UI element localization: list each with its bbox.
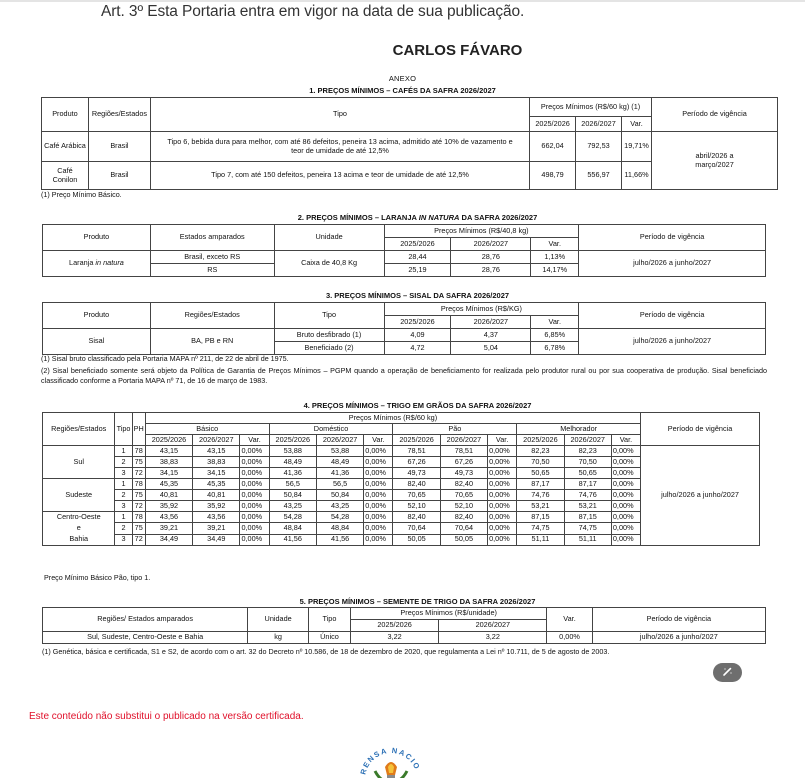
cell-var: 0,00% [364, 501, 393, 512]
col-header-estados: Estados amparados [150, 225, 274, 251]
cell-var: 0,00% [488, 534, 517, 545]
cell-var: 0,00% [611, 501, 640, 512]
cell-tipo: 3 [115, 534, 132, 545]
cell-var: 0,00% [611, 457, 640, 468]
group-header-melhorador: Melhorador [517, 424, 641, 435]
table2-title: 2. PREÇOS MÍNIMOS – LARANJA IN NATURA DA SAFRA 2026/2027 [297, 213, 538, 222]
cell-regiao: Sudeste [43, 479, 115, 512]
annex-label: ANEXO [388, 74, 417, 83]
cell-produto: Laranja in natura [43, 251, 151, 277]
table-row [42, 132, 778, 162]
table5-note: (1) Genética, básica e certificada, S1 e S2, de acordo com o art. 32 do Decreto nº 10.586, de 18 de dezembro de 2020, que regulamenta a Lei nº 10.711, de 5 de agosto de 2003. [42, 647, 610, 656]
cell-var: 0,00% [547, 632, 592, 644]
cell-y2: 43,15 [193, 446, 240, 457]
cell-ph: 78 [132, 512, 145, 523]
cell-y1: 39,21 [145, 523, 192, 534]
col-header-produto: Produto [42, 98, 89, 132]
cell-y1: 34,49 [145, 534, 192, 545]
magic-wand-button[interactable] [713, 663, 742, 682]
cell-y2: 34,49 [193, 534, 240, 545]
table-row [43, 446, 760, 457]
col-header-y2: 2026/2027 [576, 117, 622, 132]
cell-y2: 48,49 [316, 457, 363, 468]
cell-y2: 87,17 [564, 479, 611, 490]
col-header-y1: 2025/2026 [269, 435, 316, 446]
cell-y1: 52,10 [393, 501, 440, 512]
cell-var: 0,00% [611, 479, 640, 490]
cell-var: 19,71% [622, 132, 652, 162]
cell-y1: 48,49 [269, 457, 316, 468]
cell-y2: 53,88 [316, 446, 363, 457]
cell-ph: 72 [132, 534, 145, 545]
cell-var: 0,00% [488, 490, 517, 501]
cell-y1: 45,35 [145, 479, 192, 490]
cell-tipo: 1 [115, 446, 132, 457]
cell-regiao: Sul, Sudeste, Centro-Oeste e Bahia [43, 632, 248, 644]
col-header-tipo: Tipo [309, 608, 351, 632]
table-row [43, 329, 766, 342]
cell-var: 0,00% [611, 468, 640, 479]
cell-var: 0,00% [240, 523, 269, 534]
cell-y1: 74,75 [517, 523, 564, 534]
cell-var: 0,00% [611, 446, 640, 457]
cell-var: 6,78% [531, 342, 579, 355]
cell-var: 0,00% [364, 457, 393, 468]
cell-var: 0,00% [488, 457, 517, 468]
cell-y1: 67,26 [393, 457, 440, 468]
cell-y2: 4,37 [451, 329, 531, 342]
cell-y2: 556,97 [576, 162, 622, 190]
cell-regiao: Brasil [88, 132, 150, 162]
cell-y1: 4,09 [384, 329, 451, 342]
cell-y1: 4,72 [384, 342, 451, 355]
cell-y2: 41,36 [316, 468, 363, 479]
col-header-produto: Produto [43, 303, 151, 329]
cell-y2: 52,10 [440, 501, 487, 512]
col-header-periodo: Período de vigência [579, 225, 766, 251]
cell-y2: 5,04 [451, 342, 531, 355]
imprensa-nacional-logo [355, 745, 427, 778]
cell-var: 0,00% [240, 512, 269, 523]
table1-title: 1. PREÇOS MÍNIMOS – CAFÉS DA SAFRA 2026/2027 [309, 86, 496, 95]
cell-y2: 82,40 [440, 512, 487, 523]
svg-text:RENSA NACIO: RENSA NACIO [358, 745, 423, 776]
cell-var: 0,00% [488, 523, 517, 534]
cell-y1: 50,05 [393, 534, 440, 545]
cell-estado: RS [150, 264, 274, 277]
cell-y1: 70,50 [517, 457, 564, 468]
cell-y2: 45,35 [193, 479, 240, 490]
cell-tipo: Beneficiado (2) [274, 342, 384, 355]
region-name-line: Bahia [69, 533, 89, 543]
cell-var: 0,00% [488, 512, 517, 523]
cell-unidade: Caixa de 40,8 Kg [274, 251, 384, 277]
cell-var: 6,85% [531, 329, 579, 342]
cell-y2: 51,11 [564, 534, 611, 545]
cell-y2: 28,76 [451, 251, 531, 264]
cell-y2: 54,28 [316, 512, 363, 523]
col-header-y2: 2026/2027 [564, 435, 611, 446]
cell-tipo: 2 [115, 523, 132, 534]
signer-name: CARLOS FÁVARO [392, 42, 523, 59]
cell-periodo: julho/2026 a junho/2027 [641, 446, 760, 546]
cell-y1: 53,88 [269, 446, 316, 457]
cell-produto: Sisal [43, 329, 151, 355]
cell-var: 0,00% [611, 523, 640, 534]
cell-ph: 75 [132, 523, 145, 534]
table4-note: Preço Mínimo Básico Pão, tipo 1. [44, 573, 151, 582]
cell-var: 0,00% [364, 446, 393, 457]
cell-ph: 78 [132, 446, 145, 457]
col-header-y1: 2025/2026 [530, 117, 576, 132]
cell-regiao [43, 512, 115, 546]
cell-y1: 41,36 [269, 468, 316, 479]
cell-tipo: 2 [115, 490, 132, 501]
table1-note: (1) Preço Mínimo Básico. [41, 190, 122, 199]
col-header-y2: 2026/2027 [316, 435, 363, 446]
cell-tipo: 2 [115, 457, 132, 468]
cell-var: 0,00% [240, 457, 269, 468]
cell-y1: 74,76 [517, 490, 564, 501]
cell-var: 0,00% [364, 479, 393, 490]
cell-y2: 82,40 [440, 479, 487, 490]
table4-title: 4. PREÇOS MÍNIMOS – TRIGO EM GRÃOS DA SAFRA 2026/2027 [303, 401, 532, 410]
col-header-produto: Produto [43, 225, 151, 251]
cell-tipo: Único [309, 632, 351, 644]
cell-y2: 28,76 [451, 264, 531, 277]
cell-var: 0,00% [488, 501, 517, 512]
cell-y1: 43,15 [145, 446, 192, 457]
cell-y2: 50,84 [316, 490, 363, 501]
cell-y2: 41,56 [316, 534, 363, 545]
cell-y1: 56,5 [269, 479, 316, 490]
cell-y1: 28,44 [384, 251, 451, 264]
cell-var: 0,00% [240, 479, 269, 490]
col-header-precos: Preços Mínimos (R$/40,8 kg) [384, 225, 579, 238]
cell-var: 0,00% [240, 490, 269, 501]
cell-var: 0,00% [364, 512, 393, 523]
cell-y2: 792,53 [576, 132, 622, 162]
col-header-y2: 2026/2027 [451, 238, 531, 251]
region-name-line: e [76, 522, 81, 532]
col-header-y2: 2026/2027 [451, 316, 531, 329]
table3-note-1: (1) Sisal bruto classificado pela Portaria MAPA nº 211, de 22 de abril de 1975. [41, 354, 289, 363]
col-header-var: Var. [531, 316, 579, 329]
cell-tipo: Tipo 6, bebida dura para melhor, com até 86 defeitos, peneira 13 acima, admitido até 10% de vazamento e teor de umidade de até 12,5% [150, 132, 529, 162]
cell-periodo: julho/2026 a junho/2027 [579, 329, 766, 355]
col-header-precos: Preços Mínimos (R$/60 kg) (1) [530, 98, 652, 117]
col-header-precos: Preços Mínimos (R$/unidade) [350, 608, 546, 620]
cell-y2: 78,51 [440, 446, 487, 457]
cell-y1: 49,73 [393, 468, 440, 479]
cell-estado: Brasil, exceto RS [150, 251, 274, 264]
cell-y1: 25,19 [384, 264, 451, 277]
cell-regiao: Brasil [88, 162, 150, 190]
col-header-y2: 2026/2027 [440, 435, 487, 446]
col-header-periodo: Período de vigência [641, 413, 760, 446]
cell-y1: 34,15 [145, 468, 192, 479]
coffee-price-table [41, 97, 778, 190]
table3-note-2: (2) Sisal beneficiado somente será objeto da Política de Garantia de Preços Mínimos – PGPM quando a operação de beneficiamento for realizada pelo produtor rural ou por sua cooperativa de produção. Sisal beneficiado classificado conforme a Portaria MAPA nº 71, de 16 de março de 1983. [41, 366, 767, 386]
col-header-tipo: Tipo [150, 98, 529, 132]
cell-y2: 53,21 [564, 501, 611, 512]
cell-y1: 87,17 [517, 479, 564, 490]
col-header-var: Var. [488, 435, 517, 446]
cell-y1: 87,15 [517, 512, 564, 523]
cell-y2: 43,56 [193, 512, 240, 523]
cell-ph: 72 [132, 501, 145, 512]
cell-regiao: Sul [43, 446, 115, 479]
cell-var: 0,00% [240, 468, 269, 479]
cell-y2: 74,76 [564, 490, 611, 501]
cell-y2: 70,64 [440, 523, 487, 534]
magic-wand-icon [722, 666, 733, 680]
cell-y2: 40,81 [193, 490, 240, 501]
col-header-periodo: Período de vigência [579, 303, 766, 329]
cell-y1: 498,79 [530, 162, 576, 190]
cell-var: 0,00% [240, 534, 269, 545]
cell-y1: 43,25 [269, 501, 316, 512]
cell-tipo: 3 [115, 468, 132, 479]
group-header-pao: Pão [393, 424, 517, 435]
sisal-price-table [42, 302, 766, 355]
cell-periodo: julho/2026 a junho/2027 [592, 632, 765, 644]
cell-periodo: abril/2026 a março/2027 [652, 132, 778, 190]
col-header-regioes: Regiões/Estados [43, 413, 115, 446]
region-name-line: Centro-Oeste [56, 512, 101, 521]
col-header-var: Var. [622, 117, 652, 132]
cell-y2: 34,15 [193, 468, 240, 479]
col-header-var: Var. [364, 435, 393, 446]
cell-y2: 48,84 [316, 523, 363, 534]
cell-y1: 53,21 [517, 501, 564, 512]
cell-y2: 70,65 [440, 490, 487, 501]
cell-y1: 70,64 [393, 523, 440, 534]
col-header-y1: 2025/2026 [393, 435, 440, 446]
col-header-y1: 2025/2026 [145, 435, 192, 446]
cell-var: 0,00% [240, 446, 269, 457]
cell-y1: 38,83 [145, 457, 192, 468]
cell-y1: 70,65 [393, 490, 440, 501]
cell-var: 0,00% [488, 479, 517, 490]
cell-y2: 3,22 [439, 632, 547, 644]
cell-tipo: 3 [115, 501, 132, 512]
col-header-periodo: Período de vigência [592, 608, 765, 632]
cell-y2: 67,26 [440, 457, 487, 468]
cell-var: 1,13% [531, 251, 579, 264]
cell-tipo: 1 [115, 479, 132, 490]
cell-y2: 35,92 [193, 501, 240, 512]
wheat-price-table [42, 412, 760, 546]
cell-produto: Café Arábica [42, 132, 89, 162]
col-header-y1: 2025/2026 [384, 238, 451, 251]
col-header-var: Var. [547, 608, 592, 632]
col-header-tipo: Tipo [115, 413, 132, 446]
cell-tipo: Tipo 7, com até 150 defeitos, peneira 13 acima e teor de umidade de até 12,5% [150, 162, 529, 190]
cell-y1: 54,28 [269, 512, 316, 523]
cell-y2: 38,83 [193, 457, 240, 468]
cell-y1: 48,84 [269, 523, 316, 534]
table-row [43, 632, 766, 644]
col-header-periodo: Período de vigência [652, 98, 778, 132]
cell-y2: 50,05 [440, 534, 487, 545]
col-header-y1: 2025/2026 [517, 435, 564, 446]
cell-tipo: Bruto desfibrado (1) [274, 329, 384, 342]
cell-var: 0,00% [364, 534, 393, 545]
cell-y1: 78,51 [393, 446, 440, 457]
group-header-basico: Básico [145, 424, 269, 435]
col-header-y1: 2025/2026 [384, 316, 451, 329]
cell-ph: 78 [132, 479, 145, 490]
disclaimer-text: Este conteúdo não substitui o publicado na versão certificada. [29, 711, 304, 722]
cell-var: 0,00% [364, 523, 393, 534]
cell-var: 0,00% [364, 468, 393, 479]
cell-var: 0,00% [611, 490, 640, 501]
col-header-regioes: Regiões/ Estados amparados [43, 608, 248, 632]
col-header-var: Var. [531, 238, 579, 251]
cell-var: 0,00% [611, 512, 640, 523]
cell-y1: 51,11 [517, 534, 564, 545]
col-header-var: Var. [611, 435, 640, 446]
cell-y2: 87,15 [564, 512, 611, 523]
col-header-y2: 2026/2027 [439, 620, 547, 632]
col-header-var: Var. [240, 435, 269, 446]
cell-y1: 43,56 [145, 512, 192, 523]
cell-y2: 56,5 [316, 479, 363, 490]
cell-y2: 82,23 [564, 446, 611, 457]
cell-y2: 43,25 [316, 501, 363, 512]
col-header-regioes: Regiões/Estados [150, 303, 274, 329]
cell-ph: 75 [132, 457, 145, 468]
cell-var: 14,17% [531, 264, 579, 277]
cell-produto: Café Conilon [42, 162, 89, 190]
table5-title: 5. PREÇOS MÍNIMOS – SEMENTE DE TRIGO DA SAFRA 2026/2027 [299, 597, 536, 606]
col-header-unidade: Unidade [248, 608, 309, 632]
cell-ph: 75 [132, 490, 145, 501]
cell-y1: 40,81 [145, 490, 192, 501]
col-header-ph: PH [132, 413, 145, 446]
table3-title: 3. PREÇOS MÍNIMOS – SISAL DA SAFRA 2026/2027 [325, 291, 510, 300]
cell-y1: 662,04 [530, 132, 576, 162]
col-header-precos: Preços Mínimos (R$/60 kg) [145, 413, 640, 424]
group-header-domestico: Doméstico [269, 424, 393, 435]
col-header-y1: 2025/2026 [350, 620, 438, 632]
cell-var: 0,00% [488, 446, 517, 457]
cell-y2: 49,73 [440, 468, 487, 479]
cell-var: 11,66% [622, 162, 652, 190]
cell-var: 0,00% [240, 501, 269, 512]
cell-regiao: BA, PB e RN [150, 329, 274, 355]
cell-y2: 50,65 [564, 468, 611, 479]
cell-unidade: kg [248, 632, 309, 644]
col-header-unidade: Unidade [274, 225, 384, 251]
cell-var: 0,00% [611, 534, 640, 545]
cell-y2: 39,21 [193, 523, 240, 534]
cell-y1: 82,40 [393, 512, 440, 523]
cell-y1: 3,22 [350, 632, 438, 644]
cell-y1: 82,23 [517, 446, 564, 457]
wheat-seed-price-table [42, 607, 766, 644]
cell-tipo: 1 [115, 512, 132, 523]
cell-y2: 74,75 [564, 523, 611, 534]
orange-price-table [42, 224, 766, 277]
col-header-regioes: Regiões/Estados [88, 98, 150, 132]
cell-var: 0,00% [364, 490, 393, 501]
cell-y1: 50,65 [517, 468, 564, 479]
cell-ph: 72 [132, 468, 145, 479]
article-text: Art. 3º Esta Portaria entra em vigor na data de sua publicação. [101, 3, 525, 20]
cell-y2: 70,50 [564, 457, 611, 468]
cell-periodo: julho/2026 a junho/2027 [579, 251, 766, 277]
cell-y1: 35,92 [145, 501, 192, 512]
cell-y1: 41,56 [269, 534, 316, 545]
col-header-y2: 2026/2027 [193, 435, 240, 446]
col-header-tipo: Tipo [274, 303, 384, 329]
col-header-precos: Preços Mínimos (R$/KG) [384, 303, 579, 316]
top-divider [0, 0, 805, 2]
cell-var: 0,00% [488, 468, 517, 479]
table-row [43, 251, 766, 264]
cell-y1: 82,40 [393, 479, 440, 490]
cell-y1: 50,84 [269, 490, 316, 501]
